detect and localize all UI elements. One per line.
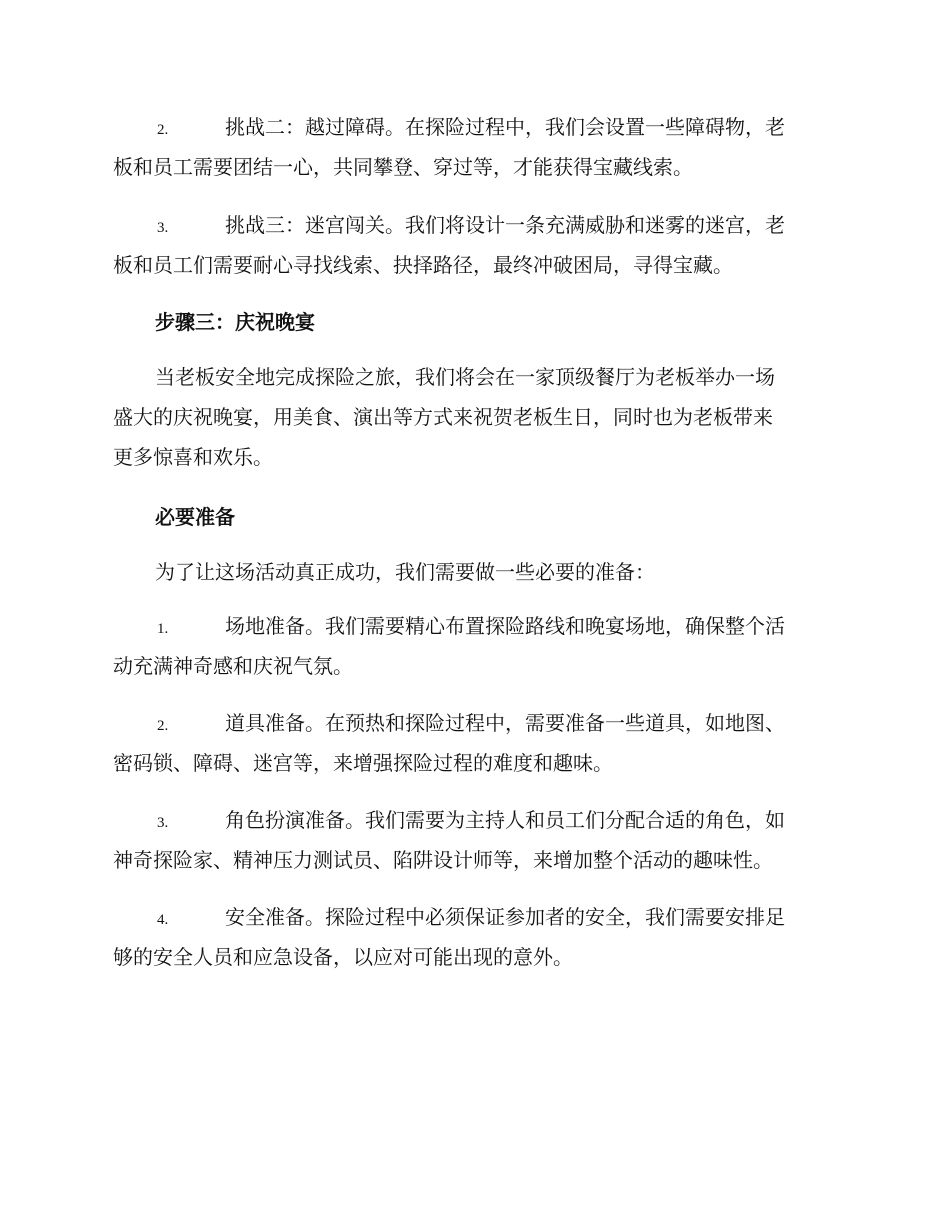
- list-text-continued: 板和员工需要团结一心，共同攀登、穿过等，才能获得宝藏线索。: [113, 155, 693, 179]
- heading-text: 步骤三：庆祝晚宴: [155, 310, 315, 334]
- list-number: 2.: [157, 718, 169, 734]
- paragraph-line: 为了让这场活动真正成功，我们需要做一些必要的准备：: [155, 560, 655, 584]
- list-text: 道具准备。在预热和探险过程中，需要准备一些道具，如地图、: [225, 711, 785, 735]
- section-heading-prep: [113, 497, 837, 537]
- prep-item-3: [113, 800, 837, 880]
- list-text: 挑战三：迷宫闯关。我们将设计一条充满威胁和迷雾的迷宫，老: [225, 213, 785, 237]
- list-text-continued: 密码锁、障碍、迷宫等，来增强探险过程的难度和趣味。: [113, 751, 613, 775]
- prep-item-4: [113, 897, 837, 977]
- list-text: 角色扮演准备。我们需要为主持人和员工们分配合适的角色，如: [225, 808, 785, 832]
- list-text-continued: 神奇探险家、精神压力测试员、陷阱设计师等，来增加整个活动的趣味性。: [113, 848, 773, 872]
- list-text-continued: 动充满神奇感和庆祝气氛。: [113, 654, 353, 678]
- challenge-item-3: [113, 205, 837, 285]
- prep-intro: [113, 552, 837, 592]
- prep-item-2: [113, 703, 837, 783]
- paragraph-line: 盛大的庆祝晚宴，用美食、演出等方式来祝贺老板生日，同时也为老板带来: [113, 405, 773, 429]
- list-number: 2.: [157, 122, 169, 138]
- step3-paragraph: [113, 357, 837, 477]
- prep-item-1: [113, 606, 837, 686]
- paragraph-line: 当老板安全地完成探险之旅，我们将会在一家顶级餐厅为老板举办一场: [155, 365, 775, 389]
- list-number: 4.: [157, 912, 169, 928]
- list-number: 3.: [157, 220, 169, 236]
- list-text: 场地准备。我们需要精心布置探险路线和晚宴场地，确保整个活: [225, 614, 785, 638]
- list-text-continued: 够的安全人员和应急设备，以应对可能出现的意外。: [113, 945, 573, 969]
- list-number: 3.: [157, 815, 169, 831]
- section-heading-step3: [113, 302, 837, 342]
- heading-text: 必要准备: [155, 505, 235, 529]
- challenge-item-2: [113, 107, 837, 187]
- paragraph-line: 更多惊喜和欢乐。: [113, 445, 273, 469]
- list-text: 安全准备。探险过程中必须保证参加者的安全，我们需要安排足: [225, 905, 785, 929]
- list-number: 1.: [157, 621, 169, 637]
- list-text-continued: 板和员工们需要耐心寻找线索、抉择路径，最终冲破困局，寻得宝藏。: [113, 253, 733, 277]
- list-text: 挑战二：越过障碍。在探险过程中，我们会设置一些障碍物，老: [225, 115, 785, 139]
